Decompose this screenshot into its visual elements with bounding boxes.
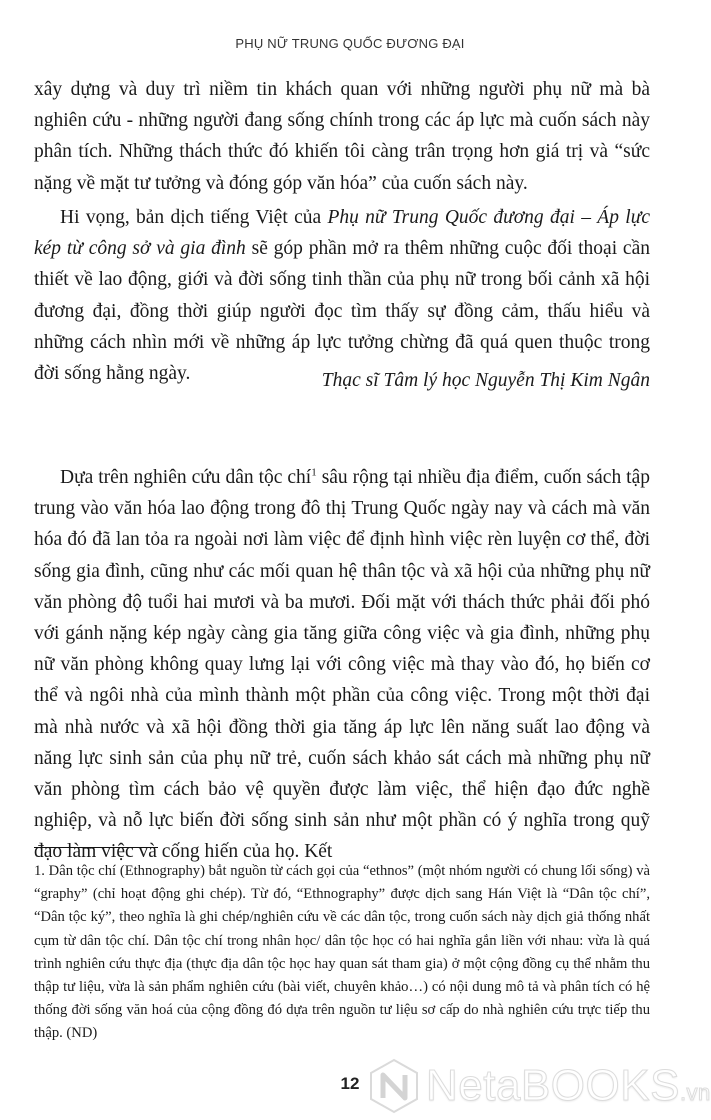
paragraph-text xyxy=(34,202,650,389)
paragraph-hope xyxy=(34,202,650,389)
paragraph-text-start: Hi vọng, bản dịch tiếng Việt của xyxy=(60,207,328,228)
footnote-text: 1. Dân tộc chí (Ethnography) bắt nguồn từ cách gọi của “ethnos” (một nhóm người có chung lối sống) và “graphy” (chỉ hoạt động ghi chép). Từ đó, “Ethnography” được dịch sang Hán Việt là “Dân tộc chí”, “Dân tộc ký”, theo nghĩa là ghi chép/nghiên cứu về các dân tộc, trong cuốn sách này dịch giả thống nhất cụm từ dân tộc chí. Dân tộc chí trong nhân học/ dân tộc học có hai nghĩa gắn liền với nhau: vừa là quá trình nghiên cứu thực địa (thực địa dân tộc học hay quan sát tham gia) ở một cộng đồng cụ thể nhằm thu thập tư liệu, vừa là sản phẩm nghiên cứu (bài viết, chuyên khảo…) có nội dung mô tả và phân tích có hệ thống đời sống văn hoá của cộng đồng đó dựa trên nguồn tư liệu sơ cấp do nhà nghiên cứu trực tiếp thu thập. (ND) xyxy=(34,863,650,1042)
signature: Thạc sĩ Tâm lý học Nguyễn Thị Kim Ngân xyxy=(321,370,650,391)
paragraph-ethnography xyxy=(34,462,650,868)
watermark xyxy=(368,1058,711,1114)
page-number: 12 xyxy=(340,1074,360,1093)
paragraph-text-start: Dựa trên nghiên cứu dân tộc chí xyxy=(60,467,312,488)
footnote-reference[interactable]: 1 xyxy=(311,466,317,479)
paragraph-continuation xyxy=(34,74,650,199)
running-head-title: PHỤ NỮ TRUNG QUỐC ĐƯƠNG ĐẠI xyxy=(235,36,465,51)
book-title: Phụ nữ Trung Quốc đương đại – Áp lực kép từ công sở và gia đình xyxy=(34,207,650,260)
paragraph-text: xây dựng và duy trì niềm tin khách quan với những người phụ nữ mà bà nghiên cứu - những người đang sống chính trong các áp lực mà cuốn sách này phân tích. Những thách thức đó khiến tôi càng trân trọng hơn giá trị và “sức nặng về mặt tư tưởng và đóng góp văn hóa” của cuốn sách này. xyxy=(34,79,650,194)
watermark-brand-text: NetaBOOKS xyxy=(426,1061,680,1110)
paragraph-text-end: sẽ góp phần mở ra thêm những cuộc đối thoại cần thiết về lao động, giới và đời sống tinh thần của phụ nữ trong bối cảnh xã hội đương đại, đồng thời giúp người đọc tìm thấy sự đồng cảm, thấu hiểu và những cách nhìn mới về những áp lực tưởng chừng đã quá quen thuộc trong đời sống hằng ngày. xyxy=(34,238,650,385)
footnote xyxy=(34,860,650,1046)
watermark-tld: .vn xyxy=(679,1080,711,1105)
paragraph-text xyxy=(34,462,650,868)
watermark-brand xyxy=(426,1061,711,1111)
netabooks-logo-icon xyxy=(368,1058,420,1114)
footnote-divider xyxy=(34,847,158,848)
paragraph-text-end: sâu rộng tại nhiều địa điểm, cuốn sách tập trung vào văn hóa lao động trong đô thị Trung Quốc ngày nay và cách mà văn hóa đó đã lan tỏa ra ngoài nơi làm việc để định hình việc rèn luyện cơ thể, đời sống gia đình, cũng như các mối quan hệ thân tộc và xã hội của những phụ nữ văn phòng độ tuổi hai mươi và ba mươi. Đối mặt với thách thức phải đối phó với gánh nặng kép ngày càng gia tăng giữa công việc và gia đình, những phụ nữ văn phòng không quay lưng lại với công việc mà thay vào đó, họ biến cơ thể và ngôi nhà của mình thành một phần của công việc. Trong một thời đại mà nhà nước và xã hội đồng thời gia tăng áp lực lên năng suất lao động và năng lực sinh sản của phụ nữ trẻ, cuốn sách khảo sát cách mà những phụ nữ văn phòng tìm cách bảo vệ quyền được làm việc, thể hiện đạo đức nghề nghiệp, và nỗ lực biến đời sống sinh sản như một phần có ý nghĩa trong quỹ đạo làm việc và cống hiến của họ. Kết xyxy=(34,467,650,863)
